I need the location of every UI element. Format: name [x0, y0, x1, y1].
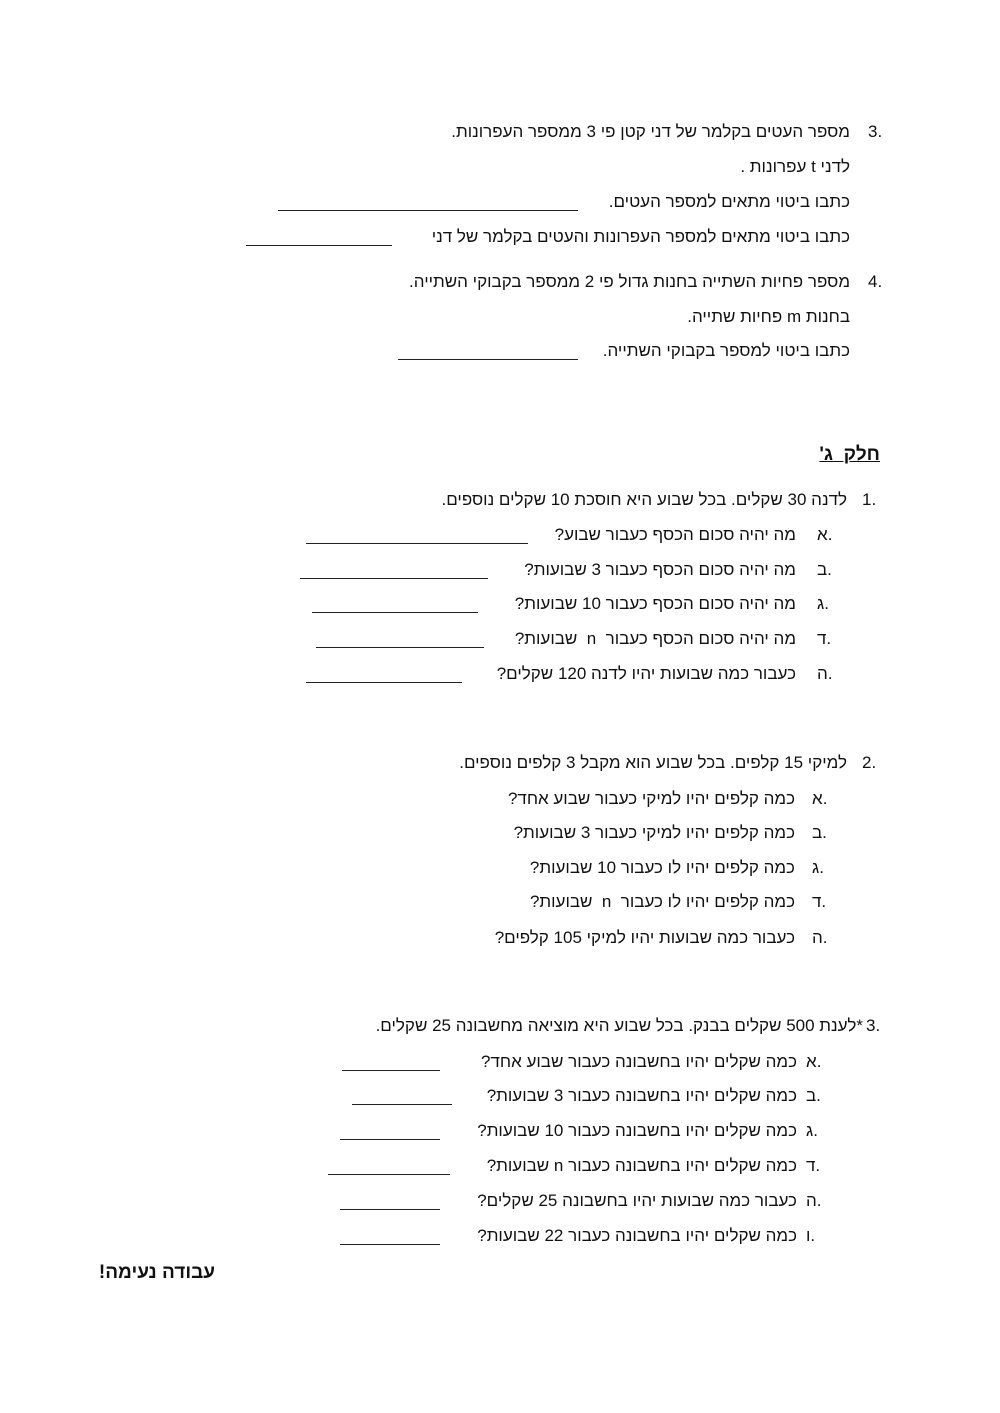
answer-blank[interactable]: [300, 578, 488, 579]
item-text: כמה שקלים יהיו בחשבונה כעבור שבוע אחד?: [481, 1052, 797, 1071]
question-text: *לענת 500 שקלים בבנק. בכל שבוע היא מוציאה מחשבונה 25 שקלים.: [375, 1016, 863, 1035]
item-letter: ה.: [817, 664, 833, 683]
answer-blank[interactable]: [340, 1244, 440, 1245]
item-letter: ב.: [817, 560, 832, 579]
question-number: 3.: [868, 122, 883, 141]
answer-blank[interactable]: [340, 1139, 440, 1140]
item-text: מה יהיה סכום הכסף כעבור 3 שבועות?: [524, 560, 796, 579]
item-letter: א.: [806, 1052, 822, 1071]
item-text: כמה קלפים יהיו לו כעבור n שבועות?: [529, 892, 795, 911]
question-text: מספר העטים בקלמר של דני קטן פי 3 ממספר העפרונות.: [451, 122, 850, 141]
question-text: מספר פחיות השתייה בחנות גדול פי 2 ממספר בקבוקי השתייה.: [409, 272, 850, 291]
item-text: כעבור כמה שבועות יהיו בחשבונה 25 שקלים?: [477, 1191, 797, 1210]
item-text: כעבור כמה שבועות יהיו למיקי 105 קלפים?: [494, 928, 795, 947]
item-letter: ה.: [812, 928, 828, 947]
item-letter: ב.: [812, 823, 827, 842]
question-text: למיקי 15 קלפים. בכל שבוע הוא מקבל 3 קלפים נוספים.: [459, 753, 847, 772]
answer-blank[interactable]: [278, 210, 578, 211]
item-text: כמה קלפים יהיו לו כעבור 10 שבועות?: [529, 858, 795, 877]
item-letter: ד.: [817, 629, 832, 648]
item-text: כמה שקלים יהיו בחשבונה כעבור 10 שבועות?: [477, 1121, 797, 1140]
item-letter: ג.: [806, 1121, 818, 1140]
question-text: כתבו ביטוי מתאים למספר העפרונות והעטים בקלמר של דני: [431, 227, 850, 246]
item-text: מה יהיה סכום הכסף כעבור שבוע?: [554, 525, 796, 544]
item-text: כמה שקלים יהיו בחשבונה כעבור 3 שבועות?: [486, 1086, 797, 1105]
question-text: לדנה 30 שקלים. בכל שבוע היא חוסכת 10 שקלים נוספים.: [441, 490, 847, 509]
item-text: כמה קלפים יהיו למיקי כעבור 3 שבועות?: [513, 823, 795, 842]
question-number: 3.: [866, 1016, 881, 1035]
answer-blank[interactable]: [342, 1070, 440, 1071]
question-text: כתבו ביטוי למספר בקבוקי השתייה.: [602, 341, 850, 360]
question-text: בחנות m פחיות שתייה.: [687, 307, 850, 326]
item-text: מה יהיה סכום הכסף כעבור n שבועות?: [514, 629, 796, 648]
item-text: מה יהיה סכום הכסף כעבור 10 שבועות?: [514, 594, 796, 613]
item-text: כמה קלפים יהיו למיקי כעבור שבוע אחד?: [507, 789, 795, 808]
closing-note: עבודה נעימה!: [98, 1262, 215, 1283]
section-heading: חלק ג': [819, 444, 880, 465]
item-letter: ג.: [817, 594, 829, 613]
question-number: 1.: [862, 490, 877, 509]
question-text: לדני t עפרונות .: [740, 157, 850, 176]
answer-blank[interactable]: [398, 359, 578, 360]
item-letter: ד.: [806, 1156, 821, 1175]
answer-blank[interactable]: [306, 682, 462, 683]
answer-blank[interactable]: [340, 1209, 440, 1210]
answer-blank[interactable]: [352, 1104, 452, 1105]
item-letter: ד.: [812, 892, 827, 911]
item-text: כעבור כמה שבועות יהיו לדנה 120 שקלים?: [496, 664, 796, 683]
answer-blank[interactable]: [312, 612, 478, 613]
item-letter: ג.: [812, 858, 824, 877]
answer-blank[interactable]: [306, 543, 528, 544]
item-letter: א.: [817, 525, 833, 544]
item-letter: ו.: [806, 1226, 816, 1245]
question-text: כתבו ביטוי מתאים למספר העטים.: [608, 192, 850, 211]
answer-blank[interactable]: [246, 245, 392, 246]
item-letter: ה.: [806, 1191, 822, 1210]
answer-blank[interactable]: [316, 647, 484, 648]
item-letter: א.: [812, 789, 828, 808]
item-text: כמה שקלים יהיו בחשבונה כעבור 22 שבועות?: [477, 1226, 797, 1245]
question-number: 2.: [862, 753, 877, 772]
item-text: כמה שקלים יהיו בחשבונה כעבור n שבועות?: [486, 1156, 797, 1175]
item-letter: ב.: [806, 1086, 821, 1105]
question-number: 4.: [868, 272, 883, 291]
answer-blank[interactable]: [328, 1174, 450, 1175]
